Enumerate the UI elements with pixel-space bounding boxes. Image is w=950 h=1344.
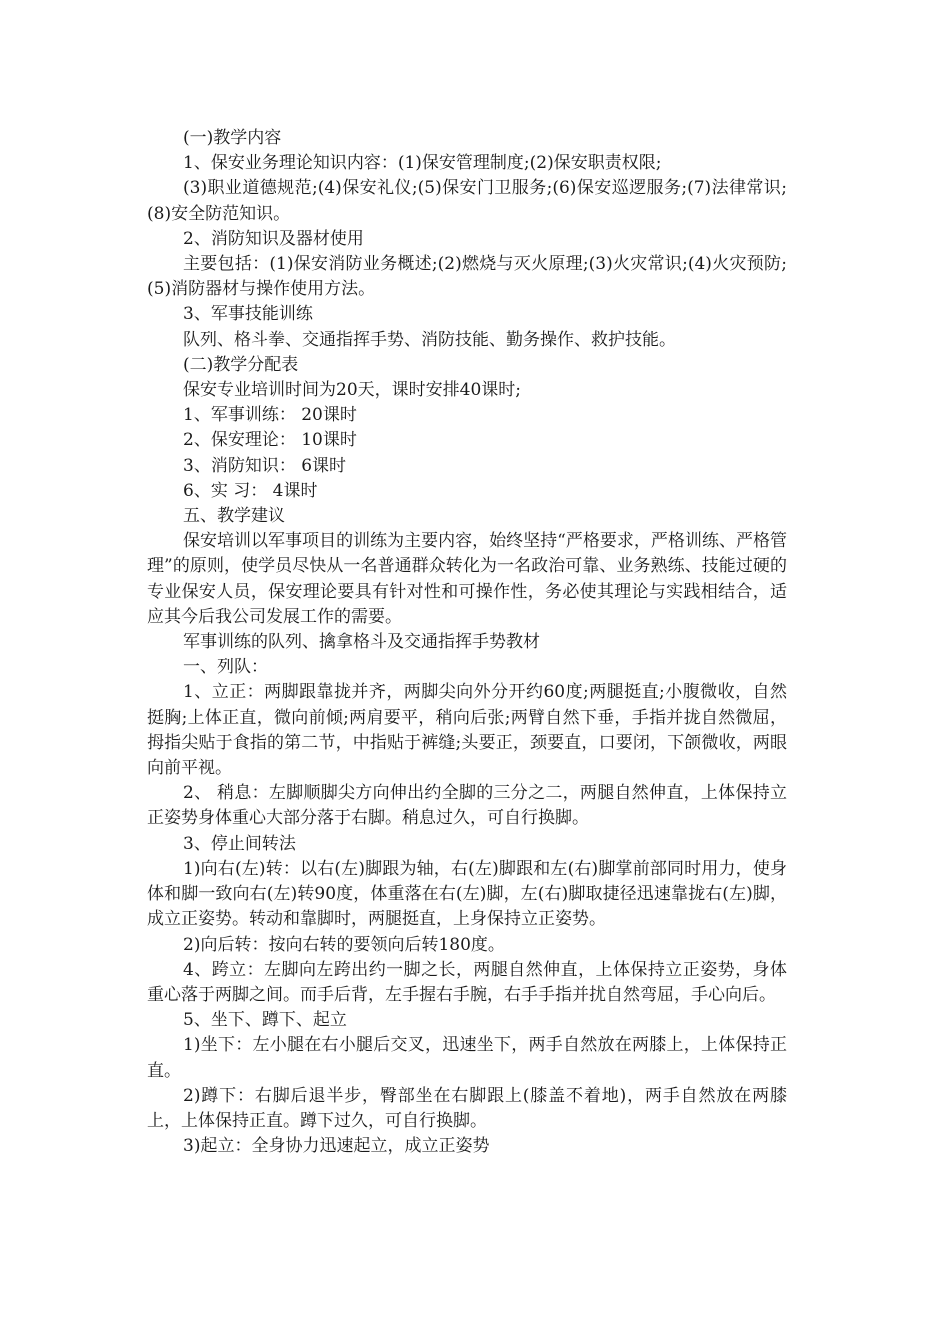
- paragraph: 2、保安理论： 10课时: [183, 430, 357, 451]
- paragraph: 五、教学建议: [183, 506, 285, 527]
- paragraph: 保安专业培训时间为20天，课时安排40课时;: [183, 380, 521, 401]
- paragraph: 3)起立：全身协力迅速起立，成立正姿势: [183, 1136, 490, 1157]
- paragraph: 4、跨立：左脚向左跨出约一脚之长，两腿自然伸直，上体保持立正姿势，身体重心落于两脚之间。而手后背，左手握右手腕，右手手指并扰自然弯屈，手心向后。: [147, 959, 787, 1005]
- paragraph: (一)教学内容: [183, 128, 282, 148]
- paragraph: 军事训练的队列、擒拿格斗及交通指挥手势教材: [183, 632, 540, 653]
- paragraph: 3、停止间转法: [183, 833, 296, 854]
- paragraph: 2)蹲下：右脚后退半步，臀部坐在右脚跟上(膝盖不着地)，两手自然放在两膝上，上体保持正直。蹲下过久，可自行换脚。: [147, 1085, 787, 1131]
- paragraph: 2)向后转：按向右转的要领向后转180度。: [183, 934, 505, 955]
- paragraph: 1、军事训练： 20课时: [183, 405, 357, 426]
- paragraph: 3、消防知识： 6课时: [183, 455, 347, 476]
- paragraph: 5、坐下、蹲下、起立: [183, 1010, 347, 1031]
- paragraph: 1、立正：两脚跟靠拢并齐，两脚尖向外分开约60度;两腿挺直;小腹微收，自然挺胸;上体正直，微向前倾;两肩要平，稍向后张;两臂自然下垂，手指并拢自然微屈，拇指尖贴于食指的第二节，中指贴于裤缝;头要正，颈要直，口要闭，下颌微收，两眼向前平视。: [147, 682, 787, 779]
- paragraph: 6、实 习： 4课时: [183, 480, 318, 501]
- paragraph: (二)教学分配表: [183, 354, 299, 375]
- paragraph: 2、 稍息：左脚顺脚尖方向伸出约全脚的三分之二，两腿自然伸直，上体保持立正姿势身体重心大部分落于右脚。稍息过久，可自行换脚。: [147, 783, 787, 829]
- paragraph: 一、列队：: [183, 657, 268, 678]
- paragraph: 1、保安业务理论知识内容：(1)保安管理制度;(2)保安职责权限;: [183, 153, 662, 174]
- paragraph: 1)向右(左)转：以右(左)脚跟为轴，右(左)脚跟和左(右)脚掌前部同时用力，使身体和脚一致向右(左)转90度，体重落在右(左)脚，左(右)脚取捷径迅速靠拢右(左)脚，成立正姿势。转动和靠脚时，两腿挺直，上身保持立正姿势。: [147, 858, 787, 930]
- document-body: [147, 126, 787, 1159]
- paragraph: (3)职业道德规范;(4)保安礼仪;(5)保安门卫服务;(6)保安巡逻服务;(7)法律常识;(8)安全防范知识。: [147, 178, 787, 224]
- paragraph: 保安培训以军事项目的训练为主要内容，始终坚持“严格要求，严格训练、严格管理”的原则，使学员尽快从一名普通群众转化为一名政治可靠、业务熟练、技能过硬的专业保安人员，保安理论要具有针对性和可操作性，务必使其理论与实践相结合，适应其今后我公司发展工作的需要。: [147, 531, 787, 627]
- paragraph: 2、消防知识及器材使用: [183, 228, 364, 249]
- paragraph: 主要包括：(1)保安消防业务概述;(2)燃烧与灭火原理;(3)火灾常识;(4)火灾预防;(5)消防器材与操作使用方法。: [147, 254, 787, 300]
- paragraph: 队列、格斗拳、交通指挥手势、消防技能、勤务操作、救护技能。: [183, 329, 676, 350]
- paragraph: 3、军事技能训练: [183, 304, 313, 325]
- paragraph: 1)坐下：左小腿在右小腿后交叉，迅速坐下，两手自然放在两膝上，上体保持正直。: [147, 1035, 787, 1081]
